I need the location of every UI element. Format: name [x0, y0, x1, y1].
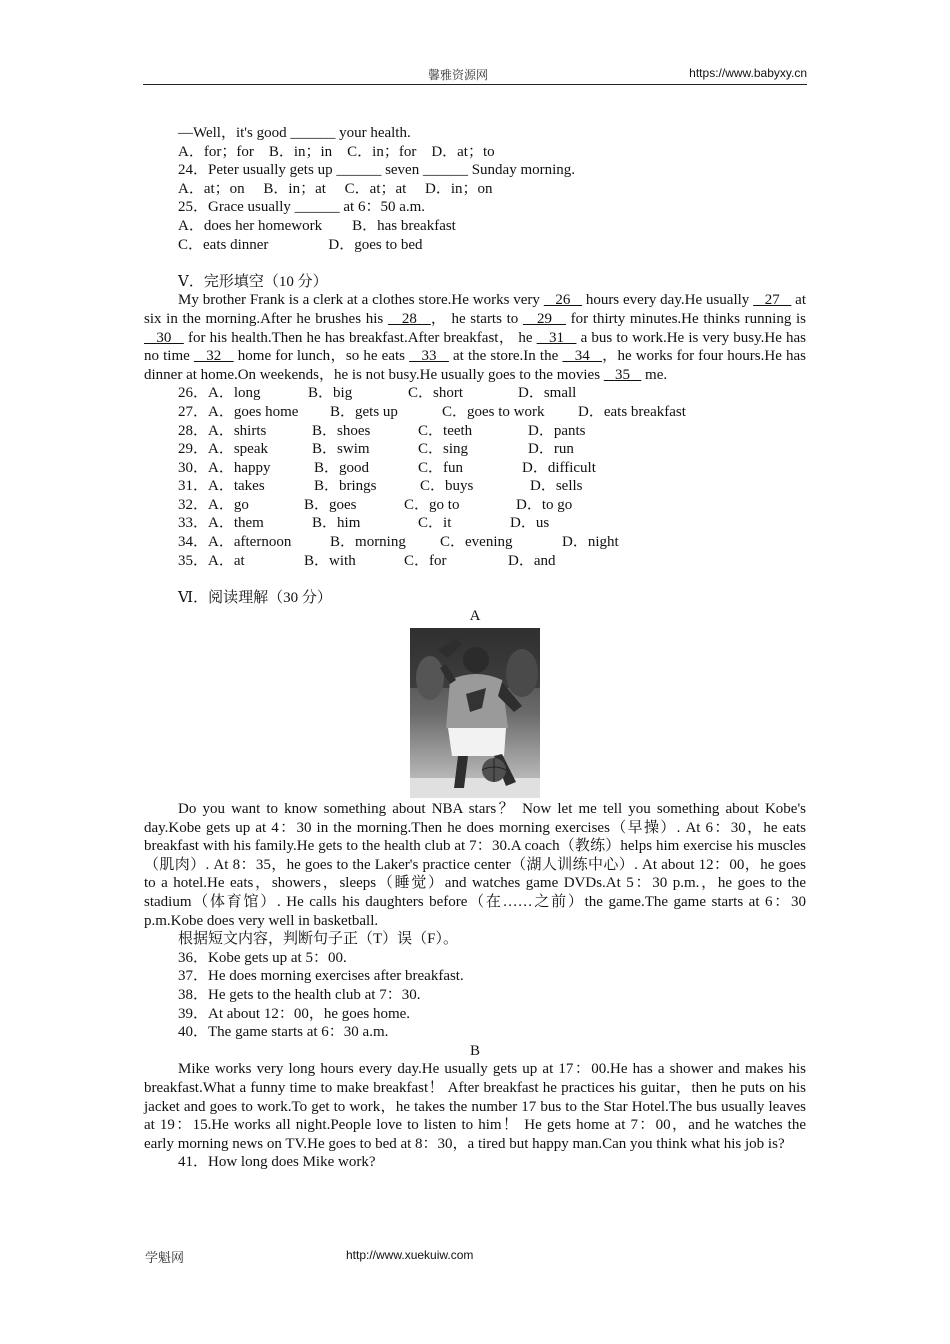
- cloze-question: [144, 459, 806, 478]
- blank-29: 29: [522, 310, 566, 327]
- tf-instruction: 根据短文内容，判断句子正（T）误（F）。: [178, 931, 459, 948]
- blank-32: 32: [193, 348, 234, 365]
- option-c: C．it: [418, 515, 452, 532]
- cloze-text: for his health.Then he has breakfast.After breakfast， he: [183, 329, 537, 346]
- blank-33: 33: [409, 348, 449, 365]
- option-b: B．goes: [304, 496, 357, 513]
- option-b: B．morning: [330, 534, 406, 551]
- q25-options-2: C．eats dinner D．goes to bed: [178, 236, 423, 253]
- cloze-question: [144, 533, 806, 552]
- option-d: D．run: [528, 441, 574, 458]
- option-a: A．them: [208, 515, 264, 532]
- cloze-text: ， he starts to: [430, 310, 523, 327]
- option-a: A．takes: [208, 478, 265, 495]
- cloze-question: [144, 552, 806, 571]
- question-number: 34．: [178, 534, 209, 551]
- cloze-text: at the store.In the: [448, 348, 563, 365]
- cloze-question: [144, 403, 806, 422]
- option-d: D．sells: [530, 478, 583, 495]
- option-c: C．sing: [418, 441, 469, 458]
- blank-27: 27: [753, 292, 792, 309]
- option-d: D．eats breakfast: [578, 403, 686, 420]
- option-a: A．afternoon: [208, 534, 292, 551]
- option-d: D．pants: [528, 422, 586, 439]
- question-number: 30．: [178, 459, 209, 476]
- document-body: [144, 124, 806, 1172]
- statement-37: 37．He does morning exercises after breakfast.: [178, 968, 464, 985]
- option-a: A．at: [208, 552, 245, 569]
- q24-text: 24．Peter usually gets up ______ seven ______ Sunday morning.: [178, 162, 576, 179]
- option-c: C．short: [408, 385, 464, 402]
- option-c: C．buys: [420, 478, 474, 495]
- cloze-question: [144, 496, 806, 515]
- part-a-label: A: [469, 608, 481, 625]
- blank-34: 34: [562, 348, 603, 365]
- cloze-text: for thirty minutes.He thinks running is: [565, 310, 807, 327]
- cloze-text: a bus to work.He is very busy.He has no time: [144, 329, 807, 365]
- blank-26: 26: [543, 292, 582, 309]
- option-a: A．goes home: [208, 403, 299, 420]
- statement-39: 39．At about 12：00，he goes home.: [178, 1005, 411, 1022]
- option-a: A．shirts: [208, 422, 267, 439]
- question-number: 35．: [178, 552, 209, 569]
- option-c: C．teeth: [418, 422, 473, 439]
- option-b: B．him: [312, 515, 361, 532]
- question-number: 28．: [178, 422, 209, 439]
- blank-30: 30: [144, 329, 184, 346]
- footer-url: http://www.xuekuiw.com: [346, 1248, 474, 1262]
- question-41: 41．How long does Mike work?: [178, 1154, 376, 1171]
- option-b: B．brings: [314, 478, 377, 495]
- spacer: [144, 570, 806, 589]
- question-number: 29．: [178, 441, 209, 458]
- cloze-passage: [144, 291, 806, 384]
- cloze-question: [144, 384, 806, 403]
- basketball-player-photo: [410, 628, 540, 798]
- cloze-text: hours every day.He usually: [581, 292, 754, 309]
- q23-options: A．for；for B．in；in C．in；for D．at；to: [178, 143, 495, 160]
- option-a: A．go: [208, 496, 249, 513]
- section5-title: Ⅴ．完形填空（10 分）: [178, 273, 328, 290]
- option-b: B．gets up: [330, 403, 398, 420]
- footer-site-name: 学魁网: [145, 1251, 185, 1266]
- q23-tail-text: —Well，it's good ______ your health.: [178, 125, 411, 141]
- section6-title: Ⅵ．阅读理解（30 分）: [178, 589, 332, 606]
- blank-28: 28: [387, 310, 431, 327]
- cloze-question: [144, 440, 806, 459]
- cloze-question: [144, 514, 806, 533]
- cloze-question: [144, 477, 806, 496]
- question-number: 26．: [178, 385, 209, 402]
- option-a: A．speak: [208, 441, 269, 458]
- cloze-text: home for lunch，so he eats: [233, 348, 410, 365]
- cloze-text: ，he works for four hours.He has dinner at home.On weekends，he is not busy.He usually goes to the movies: [144, 348, 806, 383]
- passage-a: Do you want to know something about NBA stars？ Now let me tell you something about Kobe's day.Kobe gets up at 4：30 in the morning.Then he does morning exercises（早操）. At 6：30，he eats breakfast with his family.He gets to the health club at 7：30.A coach（教练）helps him exercise his muscles（肌肉）. At 8：35，he goes to the Laker's practice center（湖人训练中心）. At about 12：00，he goes to a hotel.He eats，showers，sleeps（睡觉）and watches game DVDs.At 5：30 p.m.，he goes to the stadium（体育馆）. He calls his daughters before（在……之前）the game.The game starts at 6：30 p.m.Kobe does very well in basketball.: [144, 801, 806, 929]
- spacer: [144, 254, 806, 273]
- option-d: D．us: [510, 515, 550, 532]
- header-url: https://www.babyxy.cn: [689, 66, 807, 80]
- passage-b: Mike works very long hours every day.He usually gets up at 17：00.He has a shower and makes his breakfast.What a funny time to make breakfast！ After breakfast he practices his guitar，then he puts on his jacket and goes to work.To get to work，he takes the number 17 bus to the Star Hotel.The bus usually leaves at 19：15.He works all night.People love to listen to him！ He gets home at 7：00，and he watches the early morning news on TV.He goes to bed at 8：30，a tired but happy man.Can you think what his job is?: [144, 1061, 806, 1152]
- option-b: B．with: [304, 552, 356, 569]
- question-number: 33．: [178, 515, 209, 532]
- option-c: C．goes to work: [442, 403, 545, 420]
- question-number: 32．: [178, 496, 209, 513]
- option-b: B．swim: [312, 441, 370, 458]
- option-b: B．big: [308, 385, 353, 402]
- statement-38: 38．He gets to the health club at 7：30.: [178, 986, 421, 1003]
- option-c: C．go to: [404, 496, 460, 513]
- option-d: D．and: [508, 552, 556, 569]
- option-c: C．evening: [440, 534, 513, 551]
- option-d: D．difficult: [522, 459, 596, 476]
- option-c: C．fun: [418, 459, 464, 476]
- option-b: B．good: [314, 459, 370, 476]
- question-number: 27．: [178, 403, 209, 420]
- statement-36: 36．Kobe gets up at 5：00.: [178, 949, 347, 966]
- q25-options-1: A．does her homework B．has breakfast: [178, 217, 456, 234]
- option-c: C．for: [404, 552, 447, 569]
- blank-35: 35: [603, 366, 642, 383]
- cloze-text: My brother Frank is a clerk at a clothes store.He works very: [178, 292, 544, 309]
- cloze-text: at six in the morning.After he brushes his: [144, 292, 806, 327]
- q24-options: A．at；on B．in；at C．at；at D．in；on: [178, 180, 493, 197]
- option-d: D．to go: [516, 496, 573, 513]
- cloze-question-list: [144, 384, 806, 570]
- cloze-question: [144, 422, 806, 441]
- q25-text: 25．Grace usually ______ at 6：50 a.m.: [178, 199, 426, 216]
- question-number: 31．: [178, 478, 209, 495]
- part-b-label: B: [469, 1042, 480, 1059]
- option-a: A．happy: [208, 459, 271, 476]
- statement-40: 40．The game starts at 6：30 a.m.: [178, 1024, 389, 1041]
- header-site-name: 馨雅资源网: [428, 68, 489, 82]
- option-d: D．small: [518, 385, 577, 402]
- blank-31: 31: [536, 329, 577, 346]
- option-b: B．shoes: [312, 422, 371, 439]
- option-d: D．night: [562, 534, 619, 551]
- cloze-text: me.: [641, 366, 668, 383]
- header-rule: [143, 84, 807, 85]
- option-a: A．long: [208, 385, 261, 402]
